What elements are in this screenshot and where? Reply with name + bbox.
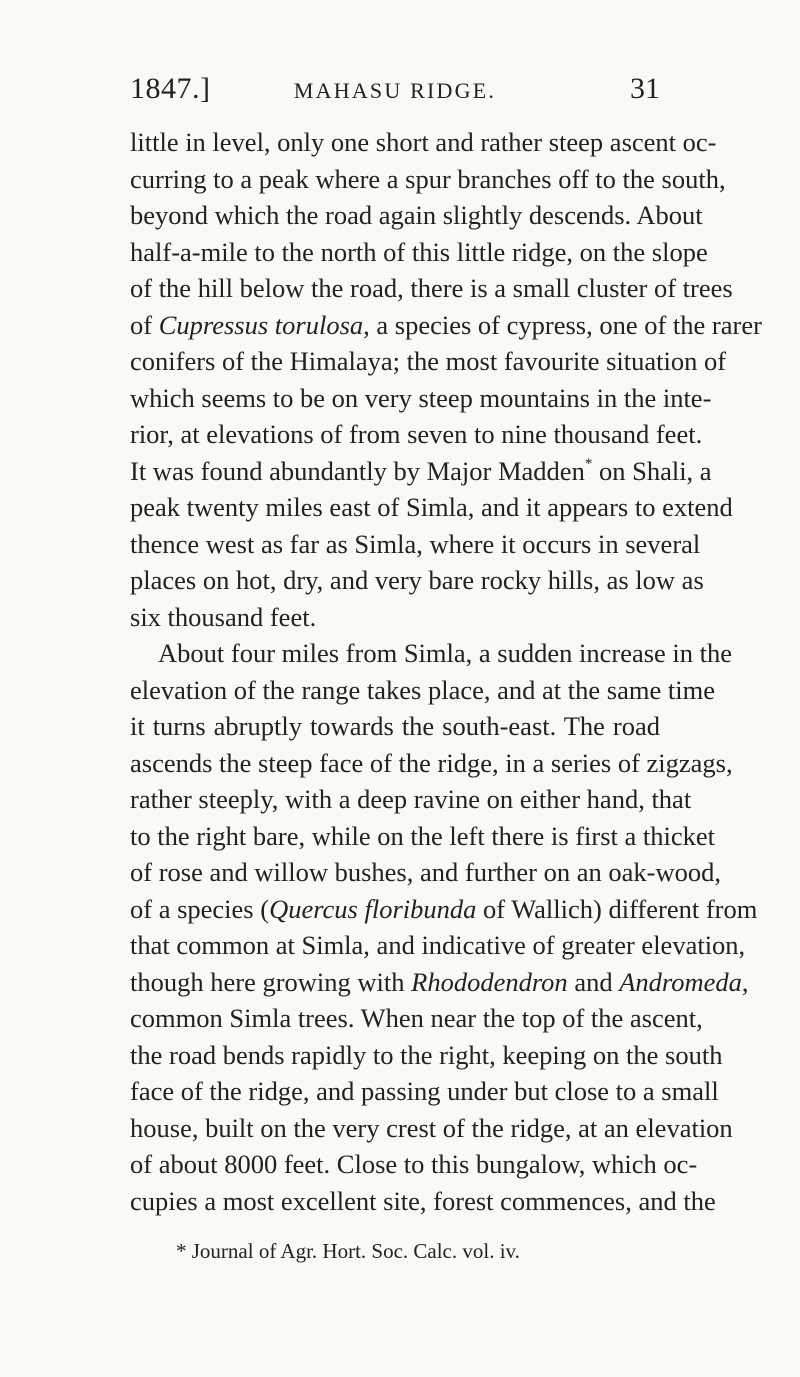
page-number: 31 [630,72,660,105]
running-head [130,72,660,112]
text-run: , a species of cypress, one of the rarer [363,309,762,340]
footnote-marker: * [584,455,593,472]
text-line: curring to a peak where a spur branches off to the south, [130,163,726,194]
text-run: and [567,966,620,997]
text-line [130,891,758,928]
text-line: rather steeply, with a deep ravine on either hand, that [130,784,692,814]
italic-species-name: Cupressus torulosa [158,309,364,340]
text-run: of Wallich) different from [476,893,758,924]
text-run: of [130,309,159,340]
text-line: which seems to be on very steep mountains in the inte- [130,382,712,413]
text-line: places on hot, dry, and very bare rocky hills, as low as [130,565,704,595]
text-line: beyond which the road again slightly descends. About [130,200,703,230]
text-line [130,964,749,1001]
text-line: six thousand feet. [130,601,317,632]
text-line [130,307,762,344]
paragraph-first-line: About four miles from Simla, a sudden increase in the [158,638,733,668]
text-line: that common at Simla, and indicative of greater elevation, [130,930,746,960]
text-line: it turns abruptly towards the south-east. The road [130,711,660,741]
footnote: * Journal of Agr. Hort. Soc. Calc. vol. iv. [176,1239,520,1263]
text-line: cupies a most excellent site, forest commences, and the [130,1185,716,1216]
text-line [130,453,712,490]
text-line: conifers of the Himalaya; the most favourite situation of [130,346,727,376]
text-line: elevation of the range takes place, and at the same time [130,674,715,705]
italic-species-name: Quercus floribunda [269,893,477,924]
text-line: of rose and willow bushes, and further on an oak-wood, [130,857,721,887]
italic-genus-name: Andromeda [619,966,742,997]
text-line: ascends the steep face of the ridge, in a series of zigzags, [130,747,733,778]
italic-genus-name: Rhododendron [411,966,568,997]
text-line: common Simla trees. When near the top of the ascent, [130,1003,703,1033]
header-title: MAHASU RIDGE. [293,78,497,103]
text-line: half-a-mile to the north of this little ridge, on the slope [130,236,708,267]
text-run: on Shali, a [592,455,712,486]
text-run: It was found abundantly by Major Madden [130,455,585,486]
text-line: peak twenty miles east of Simla, and it appears to extend [130,492,733,522]
text-line: to the right bare, while on the left there is first a thicket [130,820,716,851]
text-line: of the hill below the road, there is a small cluster of trees [130,273,733,303]
text-line: face of the ridge, and passing under but close to a small [130,1076,719,1106]
text-line: thence west as far as Simla, where it occurs in several [130,528,701,559]
text-line: the road bends rapidly to the right, keeping on the south [130,1039,723,1070]
body-text [130,124,762,1219]
text-line: of about 8000 feet. Close to this bungalow, which oc- [130,1149,698,1179]
text-line: house, built on the very crest of the ridge, at an elevation [130,1112,733,1143]
text-run: of a species ( [130,893,270,924]
text-line: rior, at elevations of from seven to nine thousand feet. [130,419,703,449]
text-line: little in level, only one short and rather steep ascent oc- [130,127,717,157]
text-run: , [741,966,749,997]
text-run: though here growing with [130,966,412,997]
header-year: 1847.] [130,72,211,105]
